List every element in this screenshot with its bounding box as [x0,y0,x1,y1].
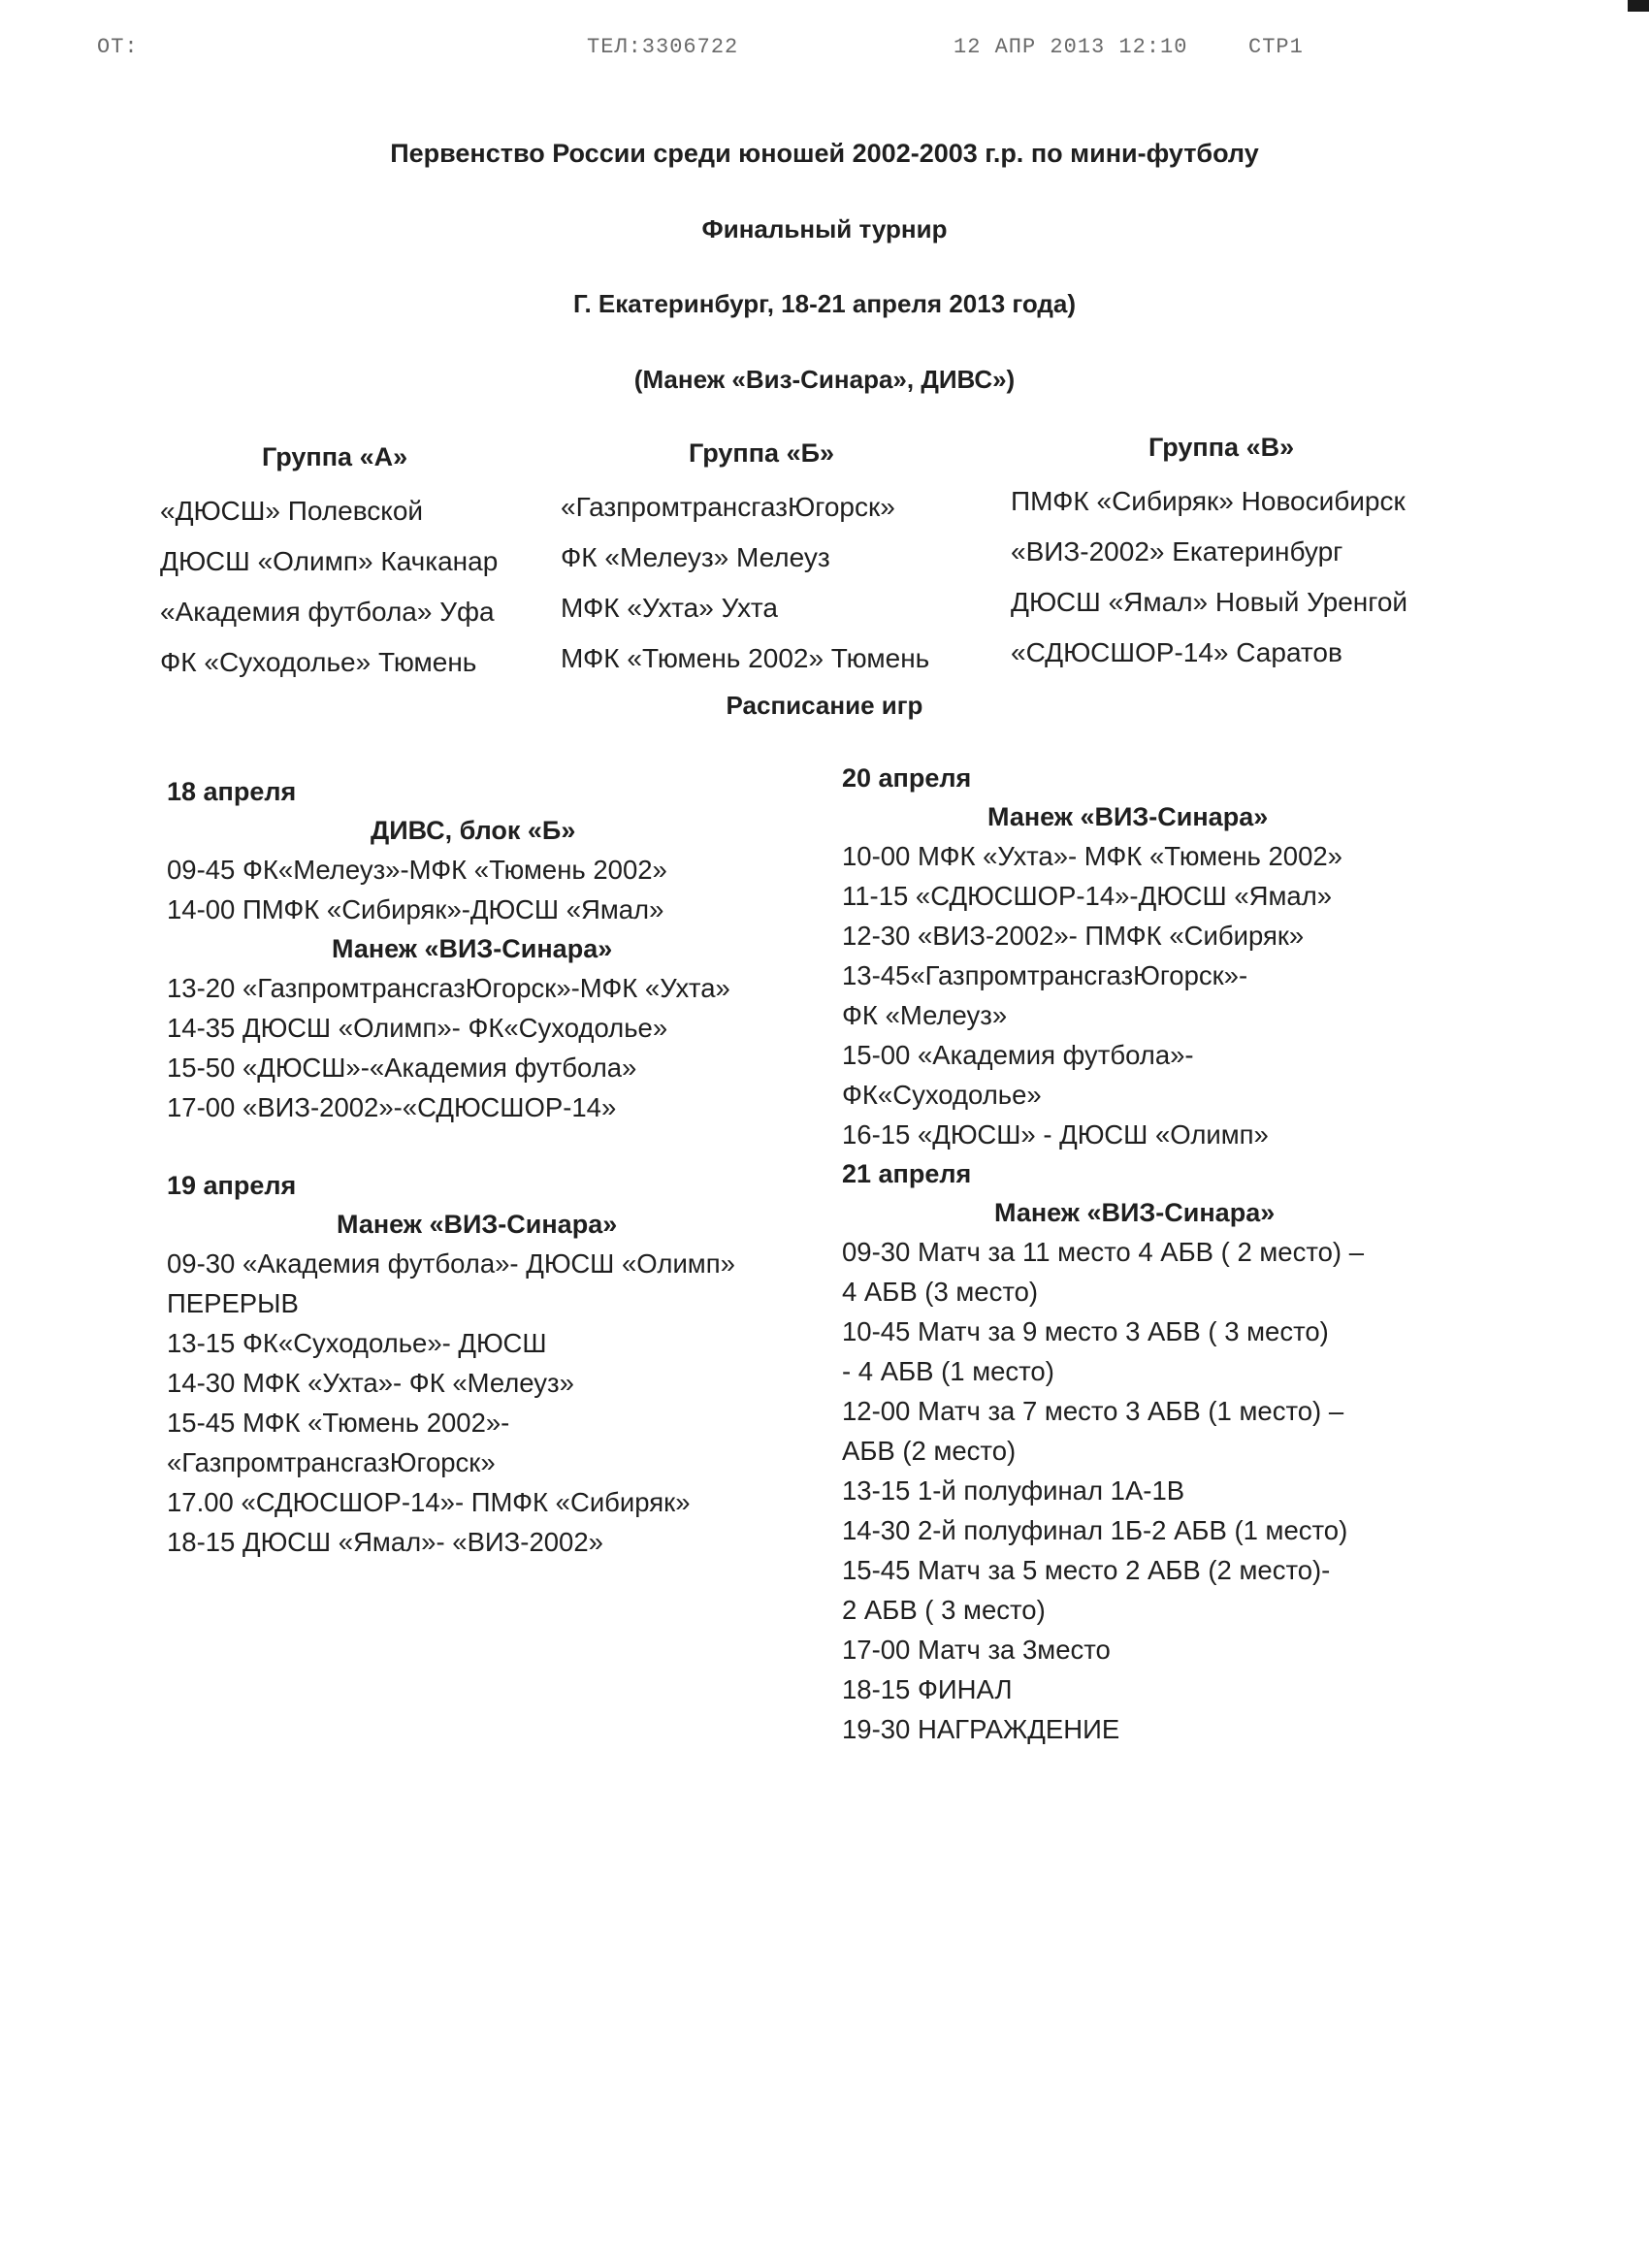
venue-heading: Манеж «ВИЗ-Синара» [337,1210,618,1239]
group-b-team: «ГазпромтрансгазЮгорск» [561,492,895,522]
game-line: ПЕРЕРЫВ [167,1288,299,1318]
location-date: Г. Екатеринбург, 18-21 апреля 2013 года) [572,289,1077,318]
game-line: 15-45 МФК «Тюмень 2002»- [167,1408,510,1438]
fax-from: ОТ: [97,35,139,59]
game-line: 09-30 «Академия футбола»- ДЮСШ «Олимп» [167,1248,735,1279]
game-line: 13-15 1-й полуфинал 1А-1В [842,1475,1185,1506]
group-a-team: «Академия футбола» Уфа [160,597,495,627]
document-subtitle: Финальный турнир [701,214,948,243]
game-line: 15-45 Матч за 5 место 2 АБВ (2 место)- [842,1555,1331,1585]
game-line: 4 АБВ (3 место) [842,1277,1039,1307]
game-line: «ГазпромтрансгазЮгорск» [167,1447,496,1477]
game-line: ФК«Суходолье» [842,1080,1042,1110]
group-v-team: «ВИЗ-2002» Екатеринбург [1011,536,1343,567]
group-a-title: Группа «А» [262,442,408,471]
day-heading-apr21: 21 апреля [842,1159,972,1188]
schedule-left-column [167,772,735,1562]
game-line: 2 АБВ ( 3 место) [842,1595,1046,1625]
game-line: 14-30 МФК «Ухта»- ФК «Мелеуз» [167,1368,574,1398]
game-line: 14-35 ДЮСШ «Олимп»- ФК«Суходолье» [167,1013,668,1043]
game-line: ФК «Мелеуз» [842,1000,1008,1030]
game-line: 14-30 2-й полуфинал 1Б-2 АБВ (1 место) [842,1515,1348,1545]
group-v-title: Группа «В» [1148,433,1295,462]
fax-datetime: 12 АПР 2013 12:10 [954,35,1188,59]
game-line: 13-45«ГазпромтрансгазЮгорск»- [842,960,1248,990]
day-heading-apr19: 19 апреля [167,1171,297,1200]
group-b-team: ФК «Мелеуз» Мелеуз [561,542,830,572]
group-b-title: Группа «Б» [689,438,835,468]
fax-phone: ТЕЛ:3306722 [587,35,739,59]
game-line: 19-30 НАГРАЖДЕНИЕ [842,1714,1120,1744]
group-b-team: МФК «Ухта» Ухта [561,593,778,623]
document-title: Первенство России среди юношей 2002-2003 г.р. по мини-футболу [390,139,1259,168]
venues-line: (Манеж «Виз-Синара», ДИВС») [633,365,1016,394]
game-line: АБВ (2 место) [842,1436,1017,1466]
game-line: 11-15 «СДЮСШОР-14»-ДЮСШ «Ямал» [842,881,1333,911]
game-line: 16-15 «ДЮСШ» - ДЮСШ «Олимп» [842,1119,1269,1150]
game-line: 12-30 «ВИЗ-2002»- ПМФК «Сибиряк» [842,921,1305,951]
group-a-team: ФК «Суходолье» Тюмень [160,647,477,677]
day-heading-apr20: 20 апреля [842,763,972,793]
schedule-right-column [842,759,1364,1749]
scan-corner-mark [1628,0,1649,12]
game-line: 18-15 ФИНАЛ [842,1674,1013,1704]
game-line: 09-45 ФК«Мелеуз»-МФК «Тюмень 2002» [167,855,667,885]
game-line: 12-00 Матч за 7 место 3 АБВ (1 место) – [842,1396,1344,1426]
game-line: 18-15 ДЮСШ «Ямал»- «ВИЗ-2002» [167,1527,603,1557]
venue-heading: Манеж «ВИЗ-Синара» [987,802,1269,831]
group-v-team: ПМФК «Сибиряк» Новосибирск [1011,486,1406,516]
group-v-team: ДЮСШ «Ямал» Новый Уренгой [1011,587,1408,617]
group-b-team: МФК «Тюмень 2002» Тюмень [561,643,930,673]
schedule-title: Расписание игр [726,691,923,720]
group-b [561,438,929,684]
day-heading-apr18: 18 апреля [167,777,297,806]
game-line: 17-00 Матч за 3место [842,1635,1111,1665]
venue-heading: Манеж «ВИЗ-Синара» [332,934,613,963]
group-v [1011,433,1407,678]
group-a-team: ДЮСШ «Олимп» Качканар [160,546,499,576]
fax-page: СТР1 [1248,35,1304,59]
group-a-team: «ДЮСШ» Полевской [160,496,424,526]
game-line: 15-00 «Академия футбола»- [842,1040,1194,1070]
group-a [160,442,498,688]
group-v-team: «СДЮСШОР-14» Саратов [1011,637,1342,667]
venue-heading: ДИВС, блок «Б» [371,816,576,845]
game-line: 15-50 «ДЮСШ»-«Академия футбола» [167,1053,637,1083]
game-line: 09-30 Матч за 11 место 4 АБВ ( 2 место) – [842,1237,1365,1267]
venue-heading: Манеж «ВИЗ-Синара» [994,1198,1276,1227]
game-line: 13-20 «ГазпромтрансгазЮгорск»-МФК «Ухта» [167,973,730,1003]
game-line: 17.00 «СДЮСШОР-14»- ПМФК «Сибиряк» [167,1487,691,1517]
game-line: 17-00 «ВИЗ-2002»-«СДЮСШОР-14» [167,1092,617,1122]
game-line: 13-15 ФК«Суходолье»- ДЮСШ [167,1328,547,1358]
game-line: 14-00 ПМФК «Сибиряк»-ДЮСШ «Ямал» [167,894,664,924]
game-line: 10-00 МФК «Ухта»- МФК «Тюмень 2002» [842,841,1342,871]
game-line: 10-45 Матч за 9 место 3 АБВ ( 3 место) [842,1316,1329,1346]
game-line: - 4 АБВ (1 место) [842,1356,1054,1386]
spacer [167,1127,735,1166]
